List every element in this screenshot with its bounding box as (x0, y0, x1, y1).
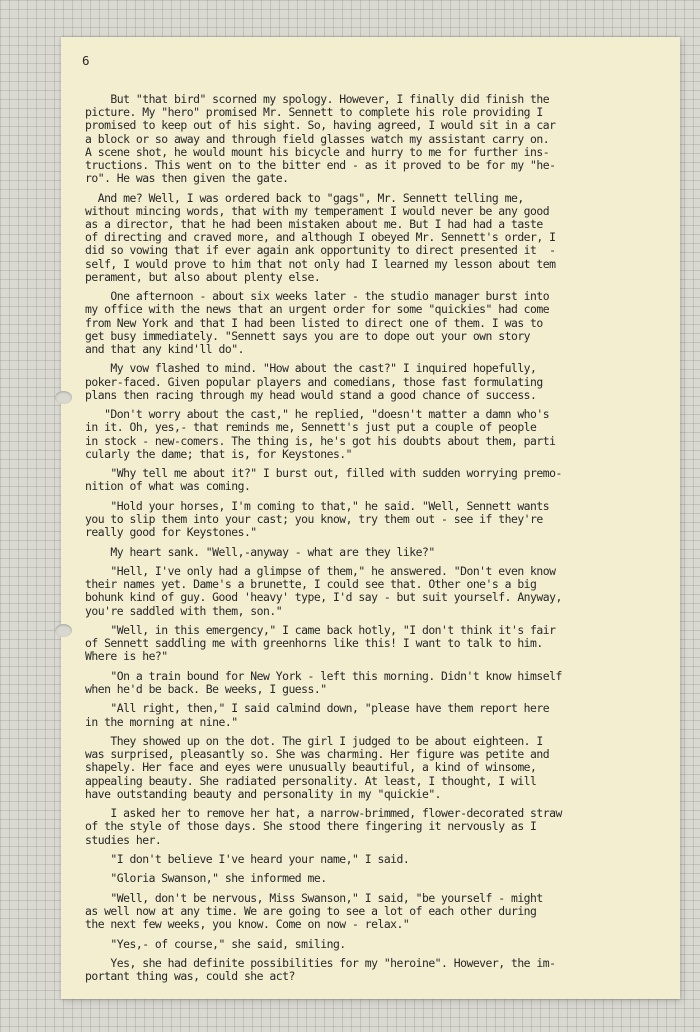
text-line: shapely. Her face and eyes were unusually beautiful, a kind of winsome, (85, 760, 537, 775)
typewritten-page (61, 37, 680, 999)
text-line: a block or so away and through field glasses watch my assistant carry on. (85, 131, 550, 146)
text-line: My vow flashed to mind. "How about the cast?" I inquired hopefully, (85, 361, 537, 376)
text-line: tructions. This went on to the bitter end - as it proved to be for my "he- (85, 158, 556, 173)
paragraph (85, 892, 675, 932)
paragraph (85, 670, 675, 696)
text-line: One afternoon - about six weeks later - the studio manager burst into (85, 289, 550, 304)
paragraph (85, 938, 675, 951)
paragraph (85, 192, 675, 284)
text-line: They showed up on the dot. The girl I judged to be about eighteen. I (85, 733, 543, 748)
paragraph (85, 957, 675, 983)
text-line: cularly the dame; that is, for Keystones." (85, 446, 353, 461)
text-line: appealing beauty. She radiated personality. At least, I thought, I will (85, 773, 537, 788)
text-line: as a director, that he had been mistaken about me. But I had had a taste (85, 217, 543, 232)
paragraph (85, 546, 675, 559)
text-line: in the morning at nine." (85, 714, 238, 729)
paragraph (85, 735, 675, 801)
text-line: and that any kind'll do". (85, 342, 244, 357)
text-line: get busy immediately. "Sennett says you are to dope out your own story (85, 328, 531, 343)
text-line: "Yes,- of course," she said, smiling. (85, 936, 346, 951)
text-line: in stock - new-comers. The thing is, he's got his doubts about them, parti (85, 433, 556, 448)
text-line: And me? Well, I was ordered back to "gags", Mr. Sennett telling me, (85, 190, 524, 205)
text-line: picture. My "hero" promised Mr. Sennett to complete his role providing I (85, 105, 543, 120)
text-line: But "that bird" scorned my spology. However, I finally did finish the (85, 92, 550, 106)
paragraph (85, 702, 675, 728)
text-line: promised to keep out of his sight. So, having agreed, I would sit in a car (85, 118, 556, 133)
text-line: of the style of those days. She stood there fingering it nervously as I (85, 819, 537, 834)
text-line: did so vowing that if ever again ank opportunity to direct presented it - (85, 243, 556, 258)
text-line: portant thing was, could she act? (85, 969, 295, 984)
text-line: "Hell, I've only had a glimpse of them," he answered. "Don't even know (85, 564, 556, 578)
paragraph (85, 807, 675, 847)
text-line: "Hold your horses, I'm coming to that," he said. "Well, Sennett wants (85, 498, 550, 513)
manuscript-body (85, 93, 675, 990)
paragraph (85, 290, 675, 356)
text-line: you're saddled with them, son." (85, 603, 283, 618)
text-line: "Well, in this emergency," I came back hotly, "I don't think it's fair (85, 623, 556, 637)
text-line: "I don't believe I've heard your name," I said. (85, 851, 410, 866)
text-line: of Sennett saddling me with greenhorns like this! I want to talk to him. (85, 636, 543, 651)
text-line: "All right, then," I said calmind down, "please have them report here (85, 701, 550, 716)
text-line: ro". He was then given the gate. (85, 171, 289, 186)
paragraph (85, 408, 675, 461)
punch-hole (55, 391, 72, 404)
text-line: in it. Oh, yes,- that reminds me, Sennett's just put a couple of people (85, 420, 537, 435)
text-line: have outstanding beauty and personality in my "quickie". (85, 786, 442, 801)
text-line: My heart sank. "Well,-anyway - what are they like?" (85, 544, 435, 559)
paragraph (85, 500, 675, 540)
text-line: of directing and craved more, and although I obeyed Mr. Sennett's order, I (85, 230, 556, 245)
text-line: "Don't worry about the cast," he replied, "doesn't matter a damn who's (85, 407, 550, 422)
text-line: Yes, she had definite possibilities for my "heroine". However, the im- (85, 955, 556, 970)
text-line: "Gloria Swanson," she informed me. (85, 871, 327, 886)
text-line: I asked her to remove her hat, a narrow-brimmed, flower-decorated straw (85, 806, 562, 821)
text-line: without mincing words, that with my temperament I would never be any good (85, 203, 550, 218)
text-line: really good for Keystones." (85, 525, 257, 540)
text-line: "Why tell me about it?" I burst out, filled with sudden worrying premo- (85, 466, 562, 481)
text-line: "On a train bound for New York - left this morning. Didn't know himself (85, 668, 562, 683)
text-line: "Well, don't be nervous, Miss Swanson," I said, "be yourself - might (85, 890, 543, 905)
paragraph (85, 93, 675, 185)
text-line: self, I would prove to him that not only had I learned my lesson about tem (85, 256, 556, 271)
paragraph (85, 872, 675, 885)
paragraph (85, 624, 675, 664)
text-line: studies her. (85, 832, 162, 847)
page-number: 6 (82, 53, 90, 68)
text-line: poker-faced. Given popular players and comedians, those fast formulating (85, 374, 543, 389)
text-line: from New York and that I had been listed to direct one of them. I was to (85, 315, 543, 330)
text-line: plans then racing through my head would stand a good chance of success. (85, 387, 537, 402)
text-line: you to slip them into your cast; you know, try them out - see if they're (85, 512, 543, 527)
text-line: bohunk kind of guy. Good 'heavy' type, I'd say - but suit yourself. Anyway, (85, 590, 562, 605)
paragraph (85, 565, 675, 618)
text-line: Where is he?" (85, 649, 168, 664)
text-line: my office with the news that an urgent order for some "quickies" had come (85, 302, 550, 317)
text-line: perament, but also about plenty else. (85, 269, 321, 284)
text-line: A scene shot, he would mount his bicycle and hurry to me for further ins- (85, 144, 550, 159)
text-line: was surprised, pleasantly so. She was charming. Her figure was petite and (85, 747, 550, 762)
text-line: the next few weeks, you know. Come on now - relax." (85, 917, 410, 932)
text-line: when he'd be back. Be weeks, I guess." (85, 682, 327, 696)
text-line: their names yet. Dame's a brunette, I could see that. Other one's a big (85, 577, 537, 592)
paragraph (85, 853, 675, 866)
paragraph (85, 362, 675, 402)
punch-hole (55, 624, 72, 637)
paragraph (85, 467, 675, 493)
text-line: nition of what was coming. (85, 479, 251, 494)
text-line: as well now at any time. We are going to see a lot of each other during (85, 903, 537, 918)
